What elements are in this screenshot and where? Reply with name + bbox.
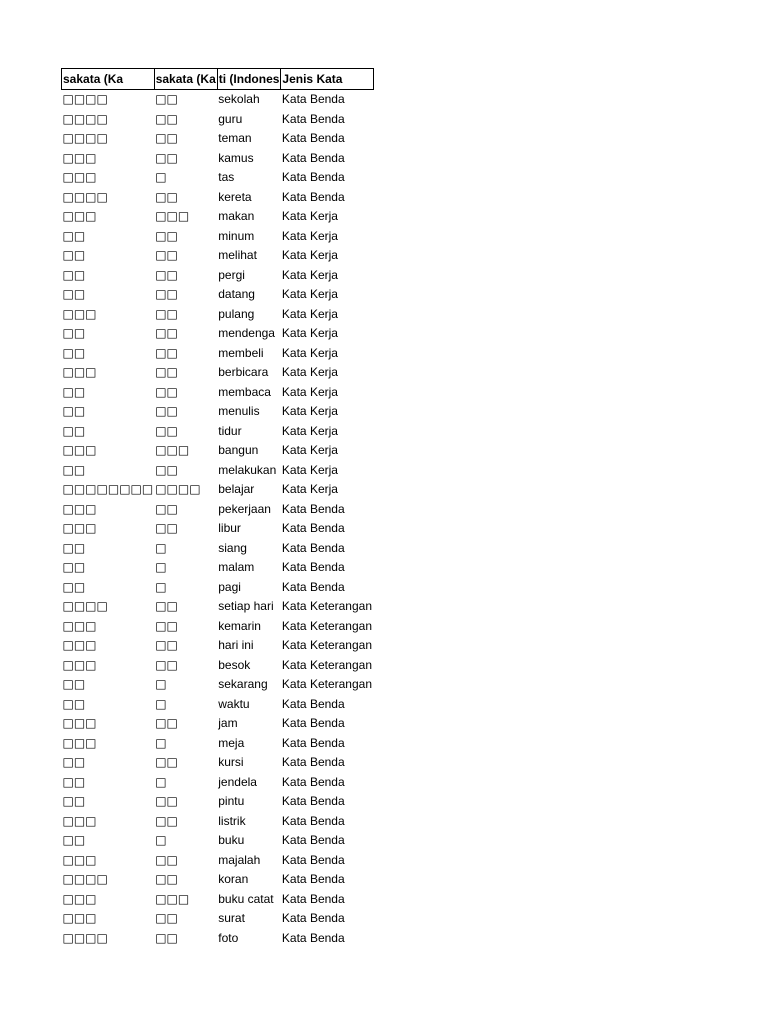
kana-cell: □□□ bbox=[62, 365, 97, 379]
table-row bbox=[62, 558, 374, 578]
table-row bbox=[62, 168, 374, 188]
table-row bbox=[62, 305, 374, 325]
kana-cell: □□ bbox=[62, 833, 86, 847]
kanji-cell: □ bbox=[155, 560, 167, 574]
header-row bbox=[62, 69, 374, 90]
kana-cell: □□ bbox=[62, 794, 86, 808]
indonesian-cell bbox=[217, 597, 281, 617]
indonesian-cell bbox=[217, 792, 281, 812]
word-type-cell: Kata Kerja bbox=[281, 248, 338, 262]
kanji-cell: □□ bbox=[155, 365, 178, 379]
word-type-cell: Kata Benda bbox=[281, 833, 345, 847]
vocabulary-rows bbox=[62, 90, 374, 949]
table-row bbox=[62, 402, 374, 422]
kanji-cell: □□ bbox=[155, 92, 178, 106]
indonesian-cell bbox=[217, 129, 281, 149]
indonesian-word: pulang bbox=[218, 306, 255, 321]
kana-cell: □□□ bbox=[62, 813, 97, 828]
table-row bbox=[62, 870, 374, 890]
word-type-cell: Kata Benda bbox=[281, 540, 345, 555]
kana-cell: □□□□□□□□ bbox=[62, 482, 154, 496]
kanji-cell: □□ bbox=[155, 228, 178, 243]
kana-cell: □□□□ bbox=[62, 131, 108, 145]
indonesian-word: sekarang bbox=[218, 677, 268, 691]
word-type-cell: Kata Kerja bbox=[281, 306, 338, 321]
word-type-cell: Kata Benda bbox=[281, 189, 345, 204]
kana-cell: □□□□ bbox=[62, 872, 108, 886]
word-type-cell: Kata Benda bbox=[281, 813, 345, 828]
indonesian-cell bbox=[217, 324, 281, 344]
indonesian-word: datang bbox=[218, 287, 255, 301]
indonesian-cell bbox=[217, 851, 281, 871]
kanji-cell: □□ bbox=[155, 131, 178, 145]
word-type-cell: Kata Benda bbox=[281, 131, 345, 145]
table-row bbox=[62, 714, 374, 734]
kanji-cell: □□ bbox=[155, 326, 178, 340]
kana-cell: □□□□ bbox=[62, 189, 108, 204]
kanji-cell: □□ bbox=[155, 911, 178, 925]
kana-cell: □□□ bbox=[62, 638, 97, 652]
word-type-cell: Kata Benda bbox=[281, 150, 345, 165]
table-row bbox=[62, 734, 374, 754]
indonesian-word: guru bbox=[218, 111, 243, 126]
kana-cell: □□□ bbox=[62, 911, 97, 925]
word-type-cell: Kata Benda bbox=[281, 170, 345, 184]
indonesian-cell bbox=[217, 519, 281, 539]
kana-cell: □□□ bbox=[62, 716, 97, 730]
kana-cell: □□ bbox=[62, 404, 86, 418]
word-type-cell: Kata Kerja bbox=[281, 267, 338, 282]
kana-cell: □□□ bbox=[62, 657, 97, 672]
kanji-cell: □□ bbox=[155, 794, 178, 808]
word-type-cell: Kata Kerja bbox=[281, 345, 338, 360]
indonesian-word: koran bbox=[218, 872, 249, 886]
indonesian-word: minum bbox=[218, 228, 255, 243]
word-type-cell: Kata Benda bbox=[281, 735, 345, 750]
table-row bbox=[62, 207, 374, 227]
indonesian-word: pekerjaan bbox=[218, 501, 271, 516]
table-row bbox=[62, 363, 374, 383]
table-row bbox=[62, 617, 374, 637]
word-type-cell: Kata Benda bbox=[281, 774, 345, 789]
indonesian-cell bbox=[217, 168, 281, 188]
indonesian-word: menulis bbox=[218, 404, 260, 418]
table-row bbox=[62, 129, 374, 149]
kanji-cell: □□ bbox=[155, 657, 178, 672]
word-type-cell: Kata Benda bbox=[281, 852, 345, 867]
kana-cell: □□□□ bbox=[62, 111, 108, 126]
table-row bbox=[62, 500, 374, 520]
word-type-cell: Kata Benda bbox=[281, 930, 345, 945]
kanji-cell: □□□ bbox=[155, 443, 190, 457]
indonesian-word: setiap hari bbox=[218, 599, 274, 613]
kanji-cell: □□ bbox=[155, 423, 178, 438]
table-row bbox=[62, 324, 374, 344]
indonesian-word: berbicara bbox=[218, 365, 269, 379]
table-row bbox=[62, 929, 374, 949]
indonesian-cell bbox=[217, 110, 281, 130]
kana-cell: □□ bbox=[62, 287, 86, 301]
kanji-cell: □□ bbox=[155, 462, 178, 477]
table-row bbox=[62, 519, 374, 539]
table-row bbox=[62, 441, 374, 461]
word-type-cell: Kata Kerja bbox=[281, 287, 338, 301]
word-type-cell: Kata Kerja bbox=[281, 228, 338, 243]
kana-cell: □□□ bbox=[62, 150, 97, 165]
indonesian-word: pergi bbox=[218, 267, 245, 282]
indonesian-cell bbox=[217, 363, 281, 383]
indonesian-word: kemarin bbox=[218, 618, 261, 633]
indonesian-word: majalah bbox=[218, 852, 261, 867]
kana-cell: □□ bbox=[62, 345, 86, 360]
indonesian-cell bbox=[217, 831, 281, 851]
kanji-cell: □ bbox=[155, 170, 167, 184]
word-type-cell: Kata Keterangan bbox=[281, 677, 372, 691]
table-row bbox=[62, 383, 374, 403]
indonesian-cell bbox=[217, 656, 281, 676]
indonesian-cell bbox=[217, 305, 281, 325]
kanji-cell: □□ bbox=[155, 111, 178, 126]
indonesian-cell bbox=[217, 909, 281, 929]
kanji-cell: □□ bbox=[155, 345, 178, 360]
indonesian-cell bbox=[217, 675, 281, 695]
indonesian-word: kereta bbox=[218, 189, 252, 204]
indonesian-cell bbox=[217, 753, 281, 773]
kanji-cell: □□ bbox=[155, 872, 178, 886]
indonesian-cell bbox=[217, 480, 281, 500]
kanji-cell: □□ bbox=[155, 501, 178, 516]
indonesian-word: malam bbox=[218, 560, 255, 574]
word-type-cell: Kata Kerja bbox=[281, 443, 338, 457]
table-row bbox=[62, 656, 374, 676]
table-row bbox=[62, 578, 374, 598]
word-type-cell: Kata Kerja bbox=[281, 404, 338, 418]
kana-cell: □□□ bbox=[62, 891, 97, 906]
indonesian-word: tas bbox=[218, 170, 235, 184]
indonesian-cell bbox=[217, 266, 281, 286]
indonesian-cell bbox=[217, 246, 281, 266]
word-type-cell: Kata Keterangan bbox=[281, 618, 372, 633]
indonesian-cell bbox=[217, 558, 281, 578]
indonesian-cell bbox=[217, 285, 281, 305]
table-row bbox=[62, 480, 374, 500]
kana-cell: □□□□ bbox=[62, 92, 108, 106]
indonesian-word: membeli bbox=[218, 345, 264, 360]
table-row bbox=[62, 695, 374, 715]
word-type-cell: Kata Benda bbox=[281, 794, 345, 808]
kanji-cell: □□ bbox=[155, 716, 178, 730]
indonesian-word: foto bbox=[218, 930, 239, 945]
kanji-cell: □□ bbox=[155, 521, 178, 535]
table-row bbox=[62, 539, 374, 559]
kana-cell: □□□ bbox=[62, 618, 97, 633]
word-type-cell: Kata Kerja bbox=[281, 462, 338, 477]
word-type-cell: Kata Kerja bbox=[281, 365, 338, 379]
kanji-cell: □□ bbox=[155, 599, 178, 613]
indonesian-cell bbox=[217, 188, 281, 208]
kana-cell: □□ bbox=[62, 384, 86, 399]
header-arti-indonesia: ti (Indones bbox=[217, 69, 281, 90]
indonesian-cell bbox=[217, 500, 281, 520]
kana-cell: □□ bbox=[62, 267, 86, 282]
kanji-cell: □□ bbox=[155, 813, 178, 828]
kana-cell: □□ bbox=[62, 423, 86, 438]
kanji-cell: □□ bbox=[155, 852, 178, 867]
word-type-cell: Kata Benda bbox=[281, 521, 345, 535]
indonesian-cell bbox=[217, 227, 281, 247]
kana-cell: □□ bbox=[62, 228, 86, 243]
kanji-cell: □ bbox=[155, 677, 167, 691]
kanji-cell: □□□□ bbox=[155, 482, 201, 496]
table-row bbox=[62, 246, 374, 266]
kanji-cell: □□□ bbox=[155, 891, 190, 906]
indonesian-word: surat bbox=[218, 911, 245, 925]
table-row bbox=[62, 227, 374, 247]
indonesian-word: bangun bbox=[218, 443, 259, 457]
word-type-cell: Kata Keterangan bbox=[281, 638, 372, 652]
word-type-cell: Kata Benda bbox=[281, 696, 345, 711]
word-type-cell: Kata Benda bbox=[281, 501, 345, 516]
kana-cell: □□□□ bbox=[62, 599, 108, 613]
indonesian-cell bbox=[217, 539, 281, 559]
kana-cell: □□□ bbox=[62, 735, 97, 750]
indonesian-cell bbox=[217, 402, 281, 422]
table-row bbox=[62, 110, 374, 130]
kanji-cell: □□ bbox=[155, 404, 178, 418]
word-type-cell: Kata Benda bbox=[281, 579, 345, 594]
kana-cell: □□□ bbox=[62, 501, 97, 516]
table-row bbox=[62, 675, 374, 695]
word-type-cell: Kata Benda bbox=[281, 891, 345, 906]
indonesian-cell bbox=[217, 773, 281, 793]
kanji-cell: □ bbox=[155, 696, 167, 711]
kana-cell: □□ bbox=[62, 248, 86, 262]
kana-cell: □□ bbox=[62, 696, 86, 711]
indonesian-word: membaca bbox=[218, 384, 271, 399]
word-type-cell: Kata Kerja bbox=[281, 326, 338, 340]
indonesian-cell bbox=[217, 695, 281, 715]
kana-cell: □□□ bbox=[62, 170, 97, 184]
word-type-cell: Kata Benda bbox=[281, 872, 345, 886]
kana-cell: □□ bbox=[62, 462, 86, 477]
indonesian-cell bbox=[217, 812, 281, 832]
indonesian-cell bbox=[217, 870, 281, 890]
table-row bbox=[62, 597, 374, 617]
kanji-cell: □□ bbox=[155, 189, 178, 204]
table-row bbox=[62, 831, 374, 851]
kanji-cell: □ bbox=[155, 579, 167, 594]
kanji-cell: □□ bbox=[155, 306, 178, 321]
indonesian-word: waktu bbox=[218, 696, 250, 711]
indonesian-word: hari ini bbox=[218, 638, 254, 652]
indonesian-word: meja bbox=[218, 735, 245, 750]
table-row bbox=[62, 753, 374, 773]
indonesian-cell bbox=[217, 207, 281, 227]
indonesian-word: mendenga bbox=[218, 326, 275, 340]
indonesian-cell bbox=[217, 734, 281, 754]
kanji-cell: □ bbox=[155, 540, 167, 555]
table-row bbox=[62, 188, 374, 208]
kanji-cell: □ bbox=[155, 735, 167, 750]
indonesian-cell bbox=[217, 383, 281, 403]
kana-cell: □□ bbox=[62, 677, 86, 691]
header-kosakata-kanji: sakata (Ka bbox=[154, 69, 217, 90]
table-row bbox=[62, 636, 374, 656]
table-row bbox=[62, 285, 374, 305]
table-row bbox=[62, 266, 374, 286]
kana-cell: □□□ bbox=[62, 852, 97, 867]
indonesian-word: kamus bbox=[218, 150, 254, 165]
indonesian-word: melihat bbox=[218, 248, 257, 262]
word-type-cell: Kata Benda bbox=[281, 755, 345, 769]
indonesian-cell bbox=[217, 344, 281, 364]
kanji-cell: □□ bbox=[155, 248, 178, 262]
kana-cell: □□□ bbox=[62, 209, 97, 223]
kana-cell: □□□□ bbox=[62, 930, 108, 945]
kanji-cell: □□ bbox=[155, 618, 178, 633]
indonesian-word: libur bbox=[218, 521, 241, 535]
vocabulary-table bbox=[61, 68, 374, 948]
indonesian-cell bbox=[217, 90, 281, 110]
table-row bbox=[62, 422, 374, 442]
kana-cell: □□ bbox=[62, 755, 86, 769]
kanji-cell: □□ bbox=[155, 638, 178, 652]
word-type-cell: Kata Benda bbox=[281, 911, 345, 925]
indonesian-word: listrik bbox=[218, 813, 246, 828]
table-row bbox=[62, 773, 374, 793]
word-type-cell: Kata Kerja bbox=[281, 384, 338, 399]
table-row bbox=[62, 461, 374, 481]
vocabulary-sheet bbox=[61, 68, 372, 948]
indonesian-word: pintu bbox=[218, 794, 245, 808]
indonesian-word: buku bbox=[218, 833, 245, 847]
word-type-cell: Kata Keterangan bbox=[281, 657, 372, 672]
indonesian-word: melakukan bbox=[218, 462, 277, 477]
kana-cell: □□ bbox=[62, 579, 86, 594]
indonesian-word: tidur bbox=[218, 423, 242, 438]
indonesian-cell bbox=[217, 929, 281, 949]
indonesian-cell bbox=[217, 578, 281, 598]
table-row bbox=[62, 909, 374, 929]
word-type-cell: Kata Benda bbox=[281, 111, 345, 126]
table-row bbox=[62, 851, 374, 871]
word-type-cell: Kata Kerja bbox=[281, 209, 338, 223]
indonesian-cell bbox=[217, 441, 281, 461]
indonesian-cell bbox=[217, 422, 281, 442]
kana-cell: □□ bbox=[62, 774, 86, 789]
indonesian-word: belajar bbox=[218, 482, 255, 496]
table-row bbox=[62, 792, 374, 812]
table-row bbox=[62, 890, 374, 910]
indonesian-cell bbox=[217, 149, 281, 169]
indonesian-word: siang bbox=[218, 540, 247, 555]
indonesian-word: besok bbox=[218, 657, 251, 672]
kana-cell: □□□ bbox=[62, 443, 97, 457]
table-row bbox=[62, 344, 374, 364]
kana-cell: □□ bbox=[62, 560, 86, 574]
table-row bbox=[62, 812, 374, 832]
word-type-cell: Kata Benda bbox=[281, 716, 345, 730]
indonesian-word: teman bbox=[218, 131, 252, 145]
kanji-cell: □□□ bbox=[155, 209, 190, 223]
kana-cell: □□ bbox=[62, 540, 86, 555]
indonesian-word: makan bbox=[218, 209, 255, 223]
word-type-cell: Kata Benda bbox=[281, 560, 345, 574]
indonesian-cell bbox=[217, 890, 281, 910]
kana-cell: □□□ bbox=[62, 521, 97, 535]
indonesian-word: buku catat bbox=[218, 891, 274, 906]
kanji-cell: □ bbox=[155, 833, 167, 847]
word-type-cell: Kata Kerja bbox=[281, 423, 338, 438]
kana-cell: □□□ bbox=[62, 306, 97, 321]
indonesian-word: jam bbox=[218, 716, 238, 730]
word-type-cell: Kata Kerja bbox=[281, 482, 338, 496]
header-kosakata-kana: sakata (Ka bbox=[62, 69, 155, 90]
indonesian-cell bbox=[217, 714, 281, 734]
indonesian-word: jendela bbox=[218, 774, 257, 789]
indonesian-cell bbox=[217, 461, 281, 481]
indonesian-word: pagi bbox=[218, 579, 241, 594]
word-type-cell: Kata Keterangan bbox=[281, 599, 372, 613]
kanji-cell: □□ bbox=[155, 267, 178, 282]
header-jenis-kata: Jenis Kata bbox=[281, 69, 373, 90]
kanji-cell: □ bbox=[155, 774, 167, 789]
table-row bbox=[62, 90, 374, 110]
kanji-cell: □□ bbox=[155, 384, 178, 399]
indonesian-cell bbox=[217, 617, 281, 637]
kanji-cell: □□ bbox=[155, 150, 178, 165]
kanji-cell: □□ bbox=[155, 755, 178, 769]
word-type-cell: Kata Benda bbox=[281, 92, 345, 106]
indonesian-word: kursi bbox=[218, 755, 244, 769]
table-row bbox=[62, 149, 374, 169]
kanji-cell: □□ bbox=[155, 930, 178, 945]
kanji-cell: □□ bbox=[155, 287, 178, 301]
indonesian-cell bbox=[217, 636, 281, 656]
kana-cell: □□ bbox=[62, 326, 86, 340]
indonesian-word: sekolah bbox=[218, 92, 260, 106]
